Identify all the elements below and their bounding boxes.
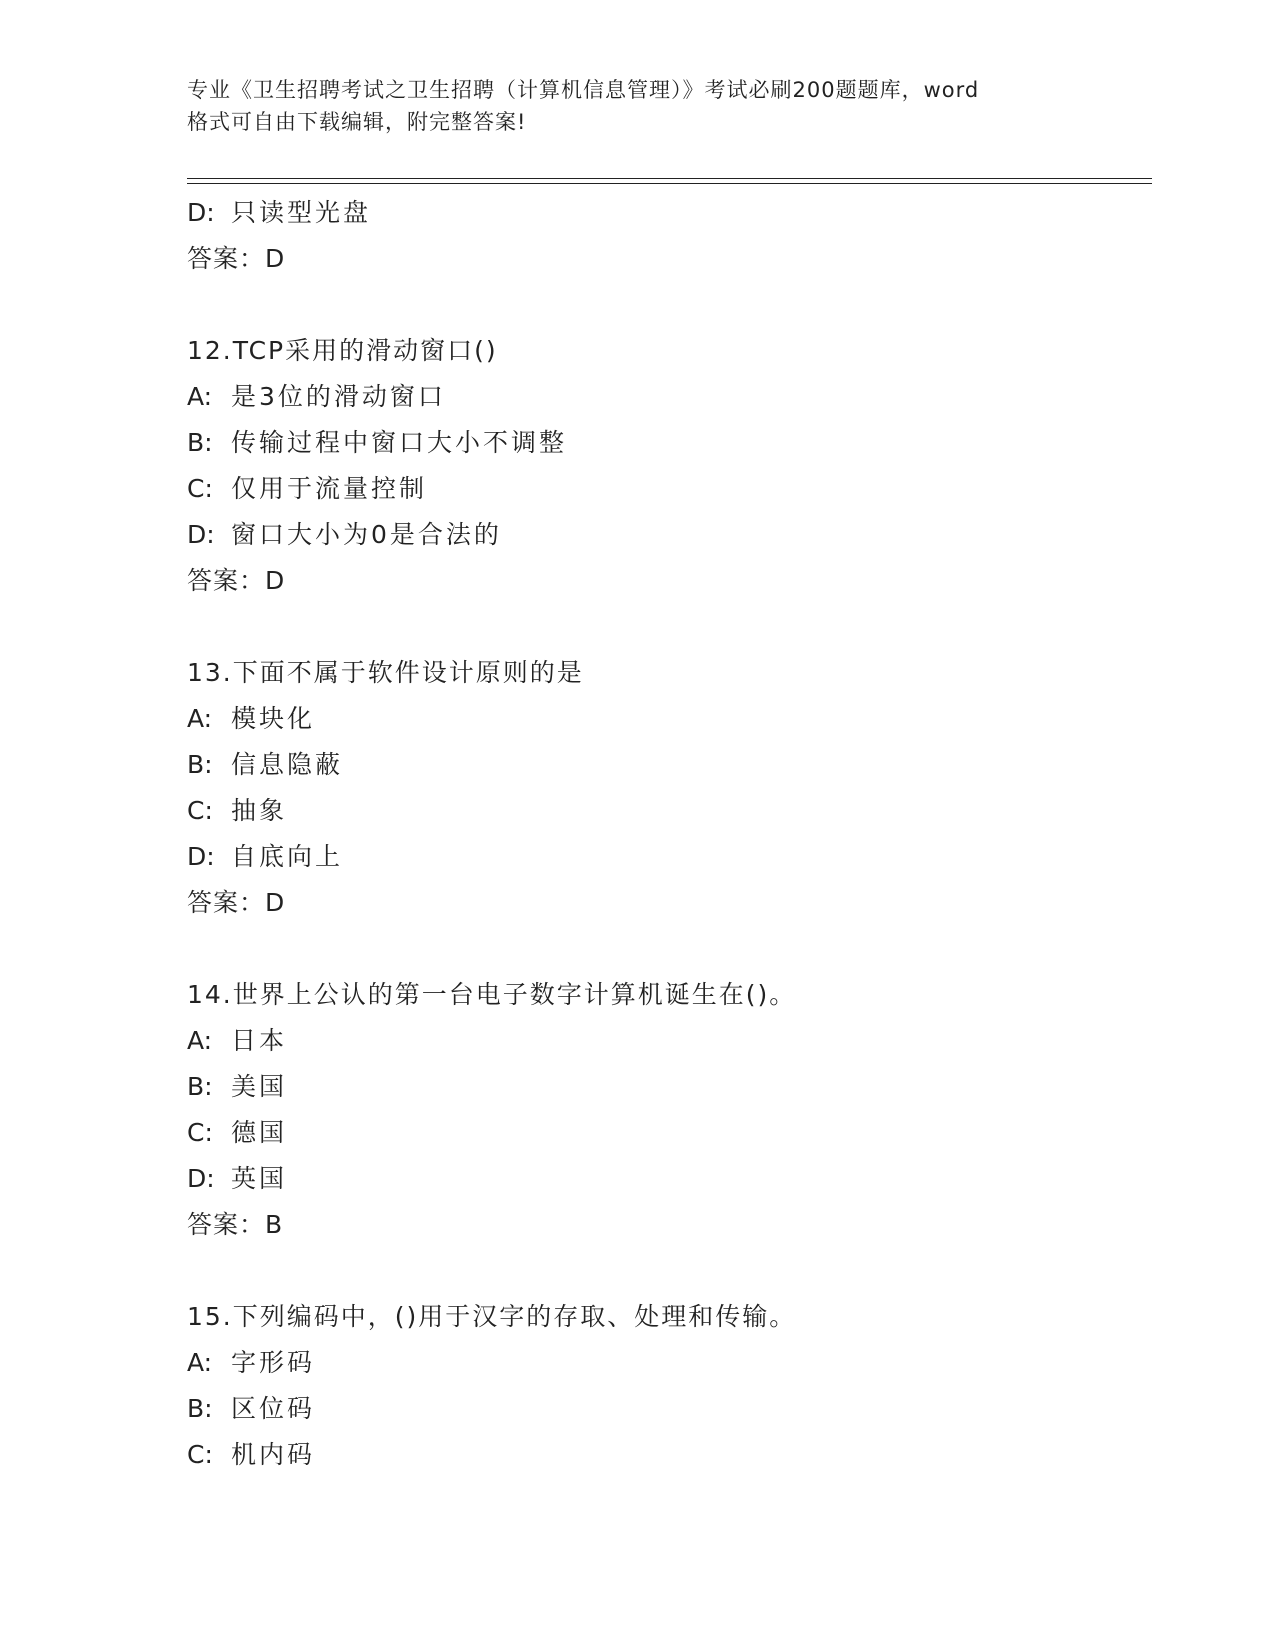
question-12-option-d <box>187 512 1152 558</box>
option-text: 字形码 <box>231 1348 316 1377</box>
option-text: 模块化 <box>231 704 316 733</box>
question-14-option-d <box>187 1156 1152 1202</box>
question-12-option-a <box>187 374 1152 420</box>
option-key: C: <box>187 1118 213 1147</box>
option-key: B: <box>187 750 213 779</box>
question-14-title: 14.世界上公认的第一台电子数字计算机诞生在()。 <box>187 980 797 1009</box>
option-key: D: <box>187 198 215 227</box>
option-key: D: <box>187 1164 215 1193</box>
option-key: C: <box>187 474 213 503</box>
spacer <box>187 604 1152 650</box>
option-key: A: <box>187 382 213 411</box>
prev-answer: 答案：D <box>187 244 286 273</box>
option-key: C: <box>187 1440 213 1469</box>
option-key: A: <box>187 1026 213 1055</box>
header-divider-bottom <box>187 183 1152 184</box>
option-text: 自底向上 <box>231 842 344 871</box>
question-12-option-c <box>187 466 1152 512</box>
question-13-option-c <box>187 788 1152 834</box>
question-12-title: 12.TCP采用的滑动窗口() <box>187 336 498 365</box>
question-12-option-b <box>187 420 1152 466</box>
option-text: 信息隐蔽 <box>231 750 344 779</box>
option-text: 窗口大小为0是合法的 <box>231 520 502 549</box>
option-text: 德国 <box>231 1118 288 1147</box>
question-14-option-a <box>187 1018 1152 1064</box>
option-text: 日本 <box>231 1026 288 1055</box>
question-14-option-c <box>187 1110 1152 1156</box>
option-text: 是3位的滑动窗口 <box>231 382 446 411</box>
header-line-1: 专业《卫生招聘考试之卫生招聘（计算机信息管理）》考试必刷200题题库，word <box>187 78 980 102</box>
document-header <box>187 74 1087 138</box>
option-text: 英国 <box>231 1164 288 1193</box>
option-text: 只读型光盘 <box>231 198 372 227</box>
option-key: C: <box>187 796 213 825</box>
question-15-option-a <box>187 1340 1152 1386</box>
option-key: B: <box>187 428 213 457</box>
option-text: 抽象 <box>231 796 288 825</box>
question-15-option-c <box>187 1432 1152 1478</box>
question-14-answer: 答案：B <box>187 1210 284 1239</box>
header-divider-top <box>187 178 1152 179</box>
option-text: 机内码 <box>231 1440 316 1469</box>
option-key: D: <box>187 520 215 549</box>
question-15-title: 15.下列编码中，()用于汉字的存取、处理和传输。 <box>187 1302 797 1331</box>
option-key: B: <box>187 1072 213 1101</box>
question-12-answer: 答案：D <box>187 566 286 595</box>
option-key: A: <box>187 1348 213 1377</box>
question-13-answer: 答案：D <box>187 888 286 917</box>
question-13-option-d <box>187 834 1152 880</box>
question-13-option-b <box>187 742 1152 788</box>
option-text: 仅用于流量控制 <box>231 474 428 503</box>
option-key: B: <box>187 1394 213 1423</box>
question-13-option-a <box>187 696 1152 742</box>
option-key: D: <box>187 842 215 871</box>
spacer <box>187 282 1152 328</box>
spacer <box>187 1248 1152 1294</box>
option-text: 区位码 <box>231 1394 316 1423</box>
option-text: 美国 <box>231 1072 288 1101</box>
header-line-2: 格式可自由下载编辑，附完整答案! <box>187 110 527 134</box>
question-15-option-b <box>187 1386 1152 1432</box>
prev-option-d <box>187 190 1152 236</box>
option-text: 传输过程中窗口大小不调整 <box>231 428 568 457</box>
question-14-option-b <box>187 1064 1152 1110</box>
question-13-title: 13.下面不属于软件设计原则的是 <box>187 658 584 687</box>
option-key: A: <box>187 704 213 733</box>
spacer <box>187 926 1152 972</box>
question-list <box>187 190 1152 1478</box>
